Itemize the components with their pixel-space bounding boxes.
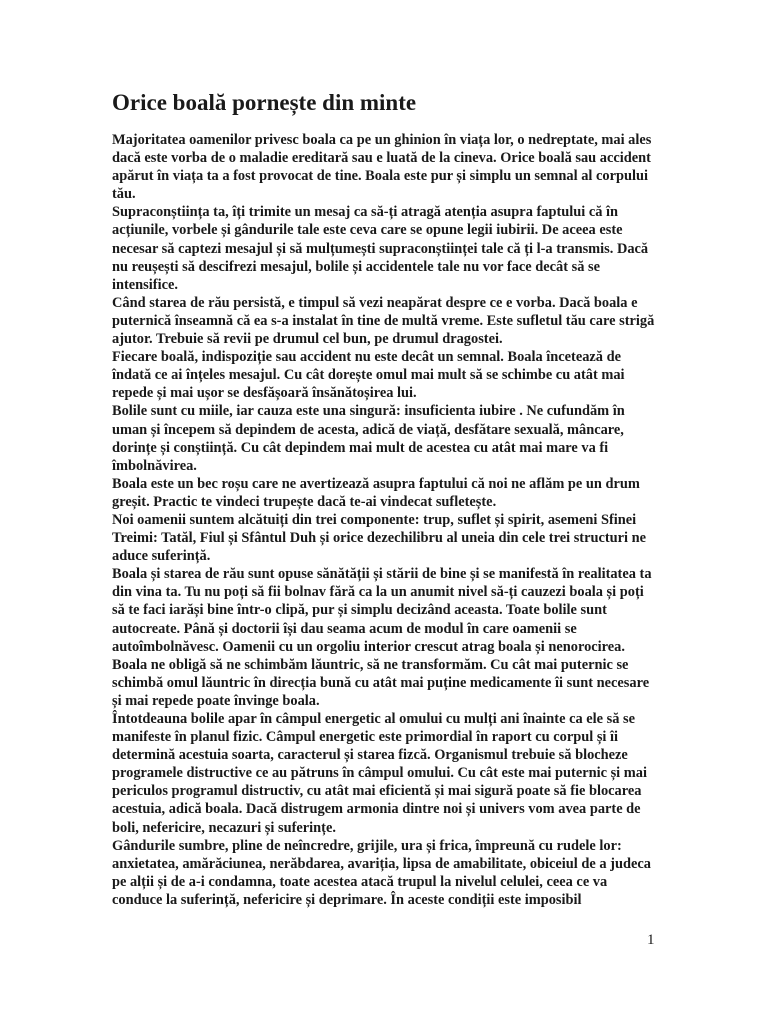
paragraph: Gândurile sumbre, pline de neîncredre, grijile, ura și frica, împreună cu rudele lor: anxietatea, amărăciunea, nerăbdarea, avariția, lipsa de amabilitate, obiceiul de a judeca pe alții și de a-i condamna, toate acestea atacă trupul la nivelul celulei, ceea ce va conduce la suferință, nefericire și deprimare. În aceste condiții este imposibil: [112, 837, 651, 908]
paragraph: Noi oamenii suntem alcătuiți din trei componente: trup, suflet și spirit, asemeni Sfinei Treimi: Tatăl, Fiul și Sfântul Duh și orice dezechilibru al uneia din cele trei structuri ne aduce suferință.: [112, 511, 647, 565]
paragraph: Boala este un bec roșu care ne avertizează asupra faptului că noi ne aflăm pe un drum greșit. Practic te vindeci trupește dacă te-ai vindecat sufletește.: [112, 475, 640, 510]
paragraph: Boala ne obligă să ne schimbăm lăuntric, să ne transformăm. Cu cât mai puternic se schimbă omul lăuntric în direcția bună cu atât mai puține medicamente îi sunt necesare și mai repede poate învinge boala.: [112, 656, 650, 709]
paragraph: Când starea de rău persistă, e timpul să vezi neapărat despre ce e vorba. Dacă boala e puternică înseamnă că ea s-a instalat în tine de multă vreme. Este sufletul tău care strigă ajutor. Trebuie să revii pe drumul cel bun, pe drumul dragostei.: [112, 294, 655, 348]
paragraph: Fiecare boală, indispoziție sau accident nu este decât un semnal. Boala încetează de îndată ce ai înțeles mesajul. Cu cât dorește omul mai mult să se schimbe cu atât mai repede și mai ușor se desfășoară însănătoșirea lui.: [112, 349, 625, 402]
paragraph: Întotdeauna bolile apar în câmpul energetic al omului cu mulți ani înainte ca ele să se manifeste în planul fizic. Câmpul energetic este primordial în raport cu corpul și îi determină acestuia soarta, caracterul și starea fizcă. Organismul trebuie să blocheze programele distructive ce au pătruns în câmpul omului. Cu cât este mai puternic și mai periculos programul distructiv, cu atât mai eficientă și mai sigură poate să fie blocarea acestuia, adică boala. Dacă distrugem armonia dintre noi și univers vom avea parte de boli, nefericire, necazuri și suferințe.: [112, 711, 647, 836]
paragraph: Bolile sunt cu miile, iar cauza este una singură: insuficienta iubire . Ne cufundăm în uman și începem să depindem de acesta, adică de viață, desfătare sexuală, mâncare, dorințe și conștiință. Cu cât depindem mai mult de acestea cu atât mai mare va fi îmbolnăvirea.: [112, 403, 625, 474]
document-body: [112, 131, 660, 909]
page-number: 1: [647, 932, 655, 948]
paragraph: Majoritatea oamenilor privesc boala ca pe un ghinion în viața lor, o nedreptate, mai ales dacă este vorba de o maladie ereditară sau e luată de la cineva. Orice boală sau accident apărut în viața ta a fost provocat de tine. Boala este pur și simplu un semnal al corpului tău.: [112, 132, 652, 203]
paragraph: Supraconștiința ta, îți trimite un mesaj ca să-ți atragă atenția asupra faptului că în acțiunile, vorbele și gândurile tale este ceva care se opune legii iubirii. De aceea este necesar să captezi mesajul și să mulțumești supraconștiinței tale că ți l-a transmis. Dacă nu reușești să descifrezi mesajul, bolile și accidentele tale nu vor face decât să se intensifice.: [112, 204, 649, 293]
paragraph: Boala și starea de rău sunt opuse sănătății și stării de bine și se manifestă în realitatea ta din vina ta. Tu nu poți să fii bolnav fără ca la un anumit nivel să-ți cauzezi boala și poți să te faci iarăși bine într-o clipă, pur și simplu decizând aceasta. Toate bolile sunt autocreate. Până și doctorii își dau seama acum de modul în care oamenii se autoîmbolnăvesc. Oamenii cu un orgoliu interior crescut atrag boala și nenorocirea.: [112, 566, 652, 655]
document-title: Orice boală pornește din minte: [112, 90, 417, 115]
